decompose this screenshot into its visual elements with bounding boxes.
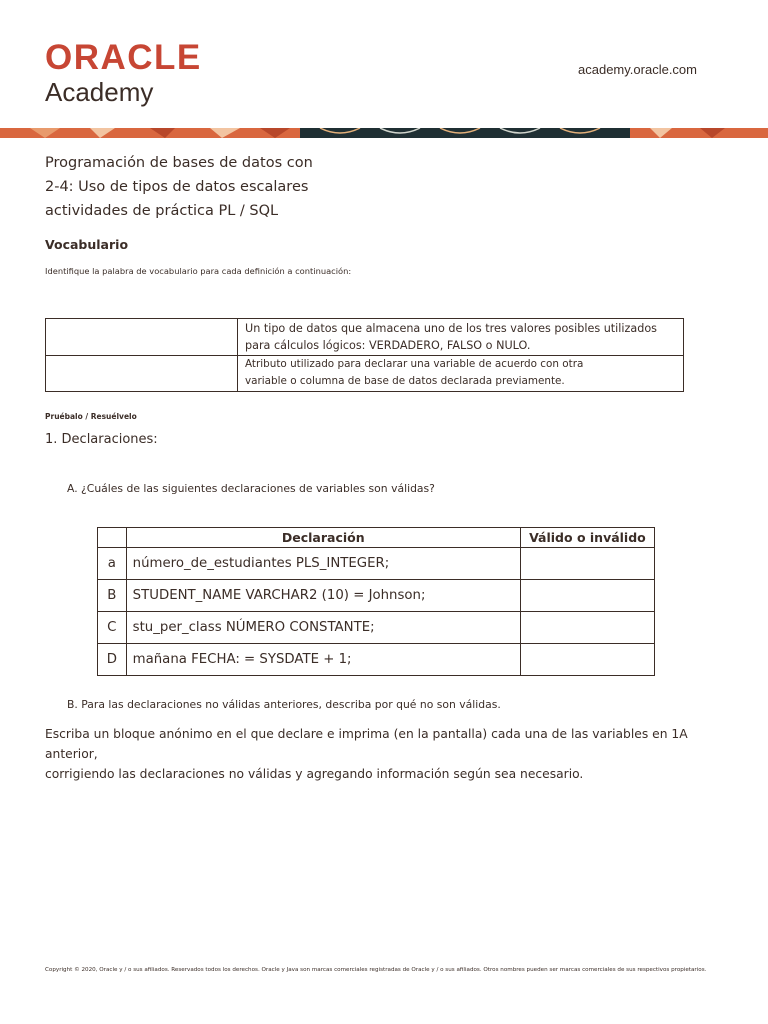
vocabulary-table [45, 318, 684, 392]
row-letter: D [98, 644, 127, 676]
row-valid-cell[interactable] [520, 580, 654, 612]
row-declaration: número_de_estudiantes PLS_INTEGER; [126, 548, 520, 580]
table-row [98, 644, 655, 676]
definition-line: Un tipo de datos que almacena uno de los tres valores posibles utilizados [245, 322, 658, 335]
vocabulary-definition [238, 319, 684, 356]
row-valid-cell[interactable] [520, 644, 654, 676]
vocabulary-row [46, 319, 684, 356]
question-1a: A. ¿Cuáles de las siguientes declaraciones de variables son válidas? [67, 482, 435, 495]
vocabulary-term-cell[interactable] [46, 356, 238, 392]
decorative-banner-icon [0, 128, 768, 138]
try-it-heading: Pruébalo / Resuélvelo [45, 412, 137, 421]
vocabulary-row [46, 356, 684, 392]
row-declaration: STUDENT_NAME VARCHAR2 (10) = Johnson; [126, 580, 520, 612]
table-row [98, 548, 655, 580]
logo-subtext: Academy [45, 77, 154, 107]
paragraph-line: corrigiendo las declaraciones no válidas y agregando información según sea necesario. [45, 767, 584, 781]
question-1b: B. Para las declaraciones no válidas anteriores, describa por qué no son válidas. [67, 698, 501, 711]
title-line: 2-4: Uso de tipos de datos escalares [45, 179, 309, 195]
question-1: 1. Declaraciones: [45, 432, 158, 447]
row-declaration: mañana FECHA: = SYSDATE + 1; [126, 644, 520, 676]
copyright-footer: Copyright © 2020, Oracle y / o sus afiliados. Reservados todos los derechos. Oracle y Java son marcas comerciales registradas de Oracle y / o sus afiliados. Otros nombres pueden ser marcas comerciales de sus respectivos propietarios. [45, 967, 707, 973]
definition-line: variable o columna de base de datos declarada previamente. [245, 375, 565, 387]
logo-wordmark: ORACLE [45, 38, 202, 77]
vocabulary-definition [238, 356, 684, 392]
site-url: academy.oracle.com [578, 62, 697, 77]
definition-line: para cálculos lógicos: VERDADERO, FALSO o NULO. [245, 339, 531, 352]
declarations-table [97, 527, 655, 676]
title-line: actividades de práctica PL / SQL [45, 203, 279, 219]
paragraph-line: Escriba un bloque anónimo en el que declare e imprima (en la pantalla) cada una de las variables en 1A anterior, [45, 727, 688, 761]
row-declaration: stu_per_class NÚMERO CONSTANTE; [126, 612, 520, 644]
row-valid-cell[interactable] [520, 548, 654, 580]
header-declaration: Declaración [126, 528, 520, 548]
table-header-row [98, 528, 655, 548]
row-letter: B [98, 580, 127, 612]
vocabulary-instruction: Identifique la palabra de vocabulario para cada definición a continuación: [45, 266, 352, 276]
row-letter: a [98, 548, 127, 580]
table-row [98, 612, 655, 644]
instruction-paragraph [45, 724, 705, 784]
header-valid: Válido o inválido [520, 528, 654, 548]
definition-line: Atributo utilizado para declarar una variable de acuerdo con otra [245, 358, 584, 370]
vocabulary-heading: Vocabulario [45, 237, 129, 252]
vocabulary-term-cell[interactable] [46, 319, 238, 356]
table-row [98, 580, 655, 612]
row-valid-cell[interactable] [520, 612, 654, 644]
page-title [45, 151, 313, 223]
title-line: Programación de bases de datos con [45, 155, 313, 171]
row-letter: C [98, 612, 127, 644]
header-letter [98, 528, 127, 548]
